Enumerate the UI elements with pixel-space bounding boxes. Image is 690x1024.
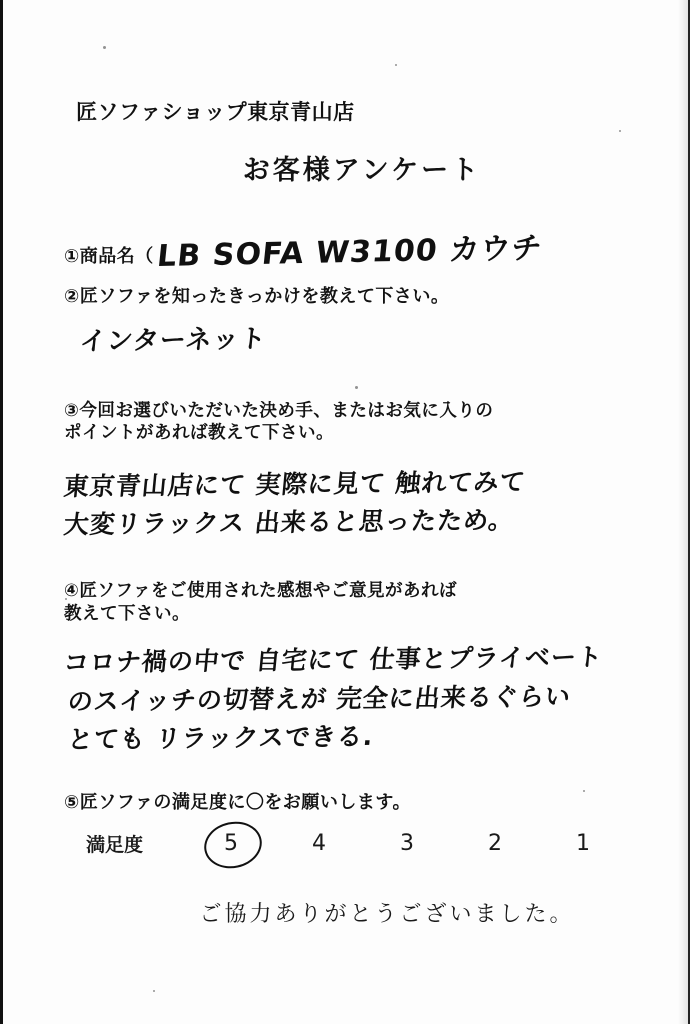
question-3-answer-line1: 東京青山店にて 実際に見て 触れてみて: [62, 466, 528, 501]
satisfaction-scale[interactable]: [58, 830, 656, 857]
satisfaction-scale-label: 満足度: [86, 834, 144, 857]
page-title: お客様アンケート: [242, 155, 482, 186]
scale-option-1[interactable]: 1: [576, 831, 591, 857]
question-4-label-line1: ④匠ソファをご使用された感想やご意見があれば: [64, 581, 457, 602]
question-2-label: ②匠ソファを知ったきっかけを教えて下さい。: [64, 286, 450, 307]
question-3-answer-area: [58, 465, 656, 543]
question-1: [58, 227, 656, 275]
scale-option-2[interactable]: 2: [488, 831, 503, 857]
question-1-answer: LB SOFA W3100 カウチ: [155, 230, 544, 275]
question-3-answer-line2: 大変リラックス 出来ると思ったため。: [62, 505, 516, 540]
question-2-answer: インターネット: [78, 324, 268, 358]
closing-message: ご協力ありがとうございました。: [199, 902, 575, 928]
scale-option-3[interactable]: 3: [400, 831, 415, 857]
question-5-label: ⑤匠ソファの満足度に〇をお願いします。: [64, 792, 411, 814]
question-4-answer-line2: のスイッチの切替えが 完全に出来るぐらい: [66, 681, 573, 716]
question-4-label-line2: 教えて下さい。: [64, 603, 190, 624]
question-5: [58, 791, 656, 814]
question-1-label: ①商品名（: [64, 246, 154, 267]
scale-option-4[interactable]: 4: [312, 831, 327, 857]
question-3: [58, 400, 656, 445]
scale-option-5[interactable]: 5: [187, 831, 275, 856]
question-3-label-line1: ③今回お選びいただいた決め手、またはお気に入りの: [64, 400, 494, 421]
question-2: [58, 285, 656, 308]
question-4-answer-area: [58, 641, 656, 757]
question-4-answer-line1: コロナ禍の中で 自宅にて 仕事とプライベート: [62, 642, 605, 678]
question-2-answer-area: [58, 324, 656, 358]
shop-title: 匠ソファショップ東京青山店: [76, 100, 355, 124]
question-4-answer-line3: とても リラックスできる.: [66, 722, 375, 755]
question-3-label-line2: ポイントがあれば教えて下さい。: [64, 423, 334, 444]
question-4: [58, 580, 656, 625]
